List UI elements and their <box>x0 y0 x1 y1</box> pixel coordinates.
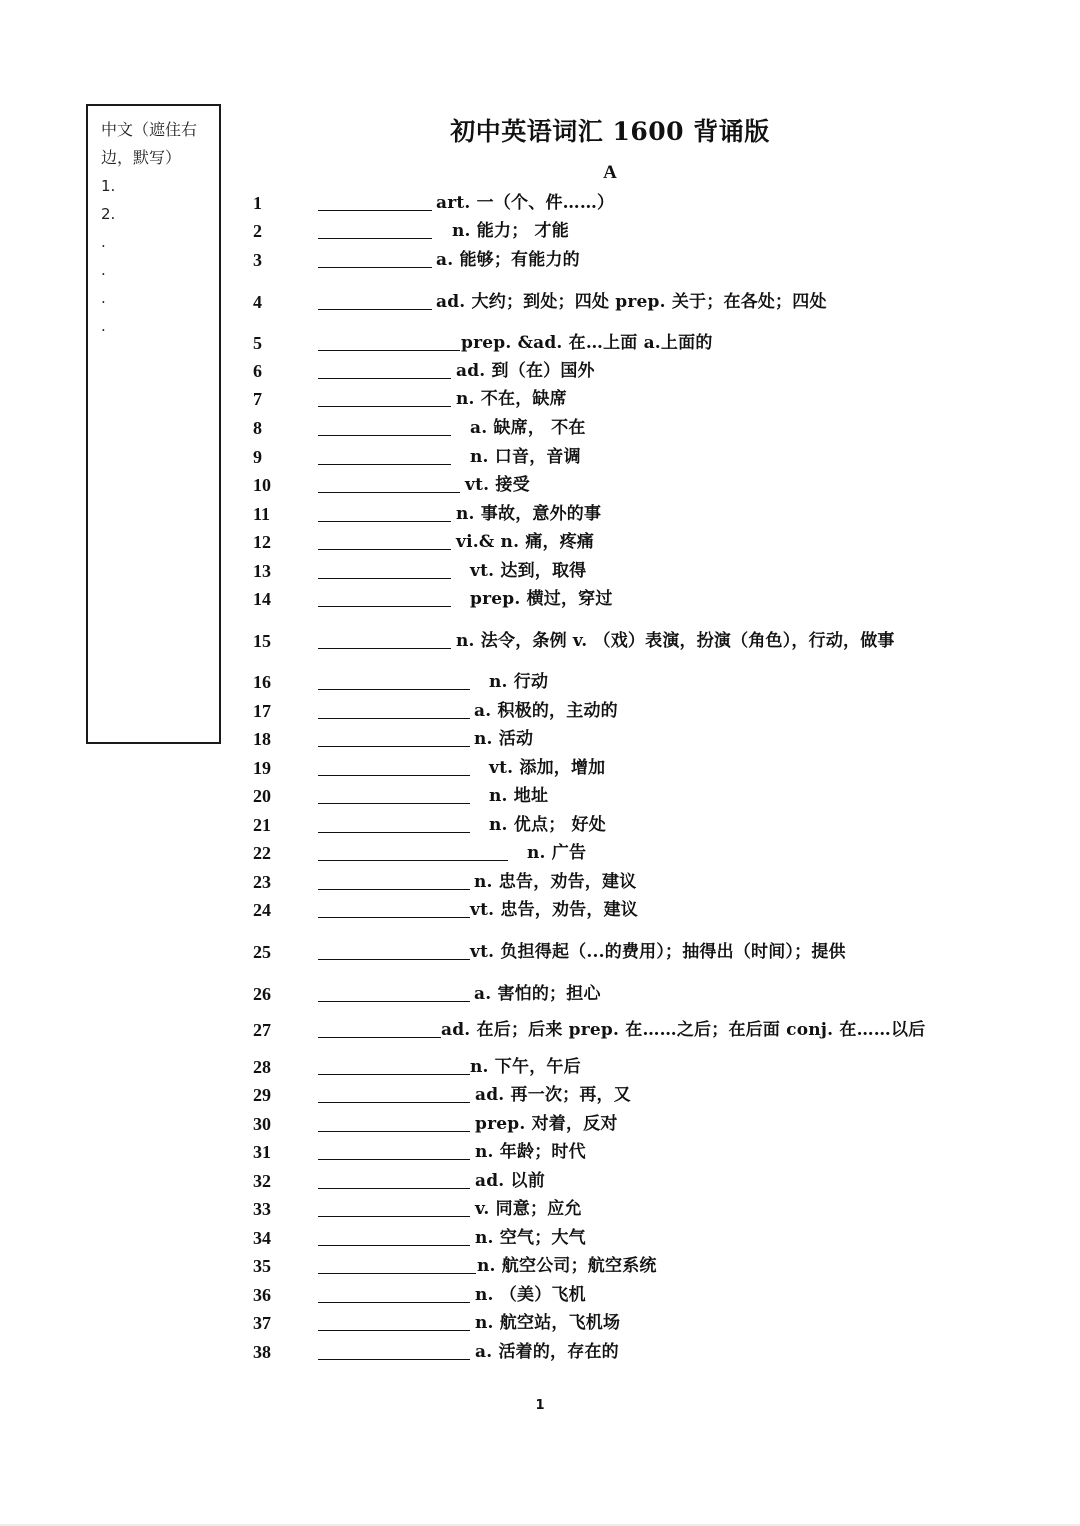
answer-blank[interactable] <box>318 378 451 379</box>
vocabulary-entry <box>0 358 1080 384</box>
answer-blank[interactable] <box>318 238 432 239</box>
vocabulary-entry <box>0 529 1080 555</box>
entry-definition: a. 缺席， 不在 <box>470 418 586 438</box>
vocabulary-entry <box>0 783 1080 809</box>
entry-definition: a. 害怕的；担心 <box>474 984 601 1004</box>
answer-blank[interactable] <box>318 746 470 747</box>
entry-definition: n. 能力； 才能 <box>452 221 569 241</box>
answer-blank[interactable] <box>318 1273 476 1274</box>
vocabulary-entry <box>0 840 1080 866</box>
answer-blank[interactable] <box>318 606 451 607</box>
entry-number: 3 <box>253 250 262 270</box>
entry-number: 19 <box>253 758 271 778</box>
vocabulary-entry <box>0 812 1080 838</box>
answer-blank[interactable] <box>318 1359 470 1360</box>
vocabulary-entry <box>0 981 1080 1007</box>
answer-blank[interactable] <box>318 1188 470 1189</box>
answer-blank[interactable] <box>318 718 470 719</box>
dictation-item: . <box>101 289 106 307</box>
answer-blank[interactable] <box>318 521 451 522</box>
entry-definition: n. 年龄；时代 <box>475 1142 586 1162</box>
entry-definition: vt. 添加，增加 <box>489 758 606 778</box>
dictation-item: . <box>101 233 106 251</box>
entry-number: 24 <box>253 900 271 920</box>
vocabulary-entry <box>0 1282 1080 1308</box>
answer-blank[interactable] <box>318 435 451 436</box>
vocabulary-entry <box>0 669 1080 695</box>
entry-number: 20 <box>253 786 271 806</box>
vocabulary-entry <box>0 1017 1080 1043</box>
entry-definition: n. 航空站，飞机场 <box>475 1313 621 1333</box>
answer-blank[interactable] <box>318 1159 470 1160</box>
answer-blank[interactable] <box>318 648 451 649</box>
vocabulary-entry <box>0 586 1080 612</box>
entry-definition: ad. 到（在）国外 <box>456 361 595 381</box>
entry-number: 26 <box>253 984 271 1004</box>
entry-definition: n. （美）飞机 <box>475 1285 586 1305</box>
vocabulary-entry <box>0 1339 1080 1365</box>
dictation-item: . <box>101 317 106 335</box>
entry-definition: n. 优点； 好处 <box>489 815 606 835</box>
vocabulary-entry <box>0 289 1080 315</box>
vocabulary-entry <box>0 755 1080 781</box>
answer-blank[interactable] <box>318 775 470 776</box>
entry-definition: n. 空气；大气 <box>475 1228 586 1248</box>
vocabulary-entry <box>0 1225 1080 1251</box>
entry-definition: a. 积极的，主动的 <box>474 701 618 721</box>
vocabulary-entry <box>0 386 1080 412</box>
entry-number: 33 <box>253 1199 271 1219</box>
answer-blank[interactable] <box>318 549 451 550</box>
entry-number: 27 <box>253 1020 271 1040</box>
entry-definition: prep. 对着，反对 <box>475 1114 618 1134</box>
entry-definition: v. 同意；应允 <box>475 1199 582 1219</box>
entry-definition: n. 不在，缺席 <box>456 389 567 409</box>
entry-definition: ad. 再一次；再，又 <box>475 1085 631 1105</box>
vocabulary-entry <box>0 472 1080 498</box>
entry-definition: n. 事故，意外的事 <box>456 504 602 524</box>
entry-number: 30 <box>253 1114 271 1134</box>
entry-definition: vt. 达到，取得 <box>470 561 587 581</box>
entry-definition: art. 一（个、件……） <box>436 193 615 213</box>
answer-blank[interactable] <box>318 860 508 861</box>
answer-blank[interactable] <box>318 832 470 833</box>
entry-number: 17 <box>253 701 271 721</box>
entry-number: 25 <box>253 942 271 962</box>
entry-definition: prep. 横过，穿过 <box>470 589 613 609</box>
vocabulary-entry <box>0 726 1080 752</box>
dictation-item: 2. <box>101 205 116 223</box>
entry-definition: n. 口音，音调 <box>470 447 581 467</box>
answer-blank[interactable] <box>318 492 460 493</box>
entry-number: 22 <box>253 843 271 863</box>
answer-blank[interactable] <box>318 1330 470 1331</box>
answer-blank[interactable] <box>318 1216 470 1217</box>
entry-definition: prep. &ad. 在…上面 a.上面的 <box>461 333 713 353</box>
vocabulary-entry <box>0 1111 1080 1137</box>
entry-definition: n. 地址 <box>489 786 549 806</box>
entry-number: 36 <box>253 1285 271 1305</box>
dictation-item: 1. <box>101 177 116 195</box>
vocabulary-entry <box>0 415 1080 441</box>
entry-definition: vt. 接受 <box>465 475 530 495</box>
entry-number: 28 <box>253 1057 271 1077</box>
entry-number: 11 <box>253 504 271 524</box>
entry-number: 15 <box>253 631 271 651</box>
entry-number: 37 <box>253 1313 271 1333</box>
vocabulary-entry <box>0 330 1080 356</box>
entry-number: 5 <box>253 333 262 353</box>
entry-number: 23 <box>253 872 271 892</box>
entry-number: 6 <box>253 361 262 381</box>
entry-number: 4 <box>253 292 262 312</box>
vocabulary-entry <box>0 247 1080 273</box>
vocabulary-entry <box>0 869 1080 895</box>
vocabulary-entry <box>0 628 1080 654</box>
entry-number: 14 <box>253 589 271 609</box>
entry-definition: n. 航空公司；航空系统 <box>477 1256 657 1276</box>
entry-number: 32 <box>253 1171 271 1191</box>
vocabulary-entry <box>0 501 1080 527</box>
answer-blank[interactable] <box>318 267 432 268</box>
entry-number: 1 <box>253 193 262 213</box>
entry-number: 16 <box>253 672 271 692</box>
entry-number: 35 <box>253 1256 271 1276</box>
vocabulary-entry <box>0 698 1080 724</box>
answer-blank[interactable] <box>318 1074 470 1075</box>
answer-blank[interactable] <box>318 959 470 960</box>
answer-blank[interactable] <box>318 1131 470 1132</box>
page-number: 1 <box>535 1398 545 1413</box>
entry-number: 13 <box>253 561 271 581</box>
entry-definition: vt. 负担得起（...的费用）；抽得出（时间）；提供 <box>470 942 846 962</box>
entry-definition: ad. 在后；后来 prep. 在……之后；在后面 conj. 在……以后 <box>441 1020 926 1040</box>
entry-definition: n. 下午，午后 <box>470 1057 581 1077</box>
section-heading: A <box>603 162 617 183</box>
answer-blank[interactable] <box>318 309 432 310</box>
answer-blank[interactable] <box>318 1001 470 1002</box>
vocabulary-entry <box>0 1139 1080 1165</box>
vocabulary-entry <box>0 558 1080 584</box>
entry-definition: n. 活动 <box>474 729 534 749</box>
entry-number: 18 <box>253 729 271 749</box>
entry-number: 31 <box>253 1142 271 1162</box>
answer-blank[interactable] <box>318 464 451 465</box>
entry-number: 12 <box>253 532 271 552</box>
answer-blank[interactable] <box>318 1245 470 1246</box>
entry-number: 9 <box>253 447 262 467</box>
answer-blank[interactable] <box>318 889 470 890</box>
entry-definition: ad. 大约；到处；四处 prep. 关于；在各处；四处 <box>436 292 827 312</box>
entry-number: 8 <box>253 418 262 438</box>
answer-blank[interactable] <box>318 406 451 407</box>
entry-definition: n. 忠告，劝告，建议 <box>474 872 637 892</box>
answer-blank[interactable] <box>318 1037 441 1038</box>
entry-number: 7 <box>253 389 262 409</box>
answer-blank[interactable] <box>318 1302 470 1303</box>
entry-number: 34 <box>253 1228 271 1248</box>
vocabulary-entry <box>0 1168 1080 1194</box>
entry-number: 29 <box>253 1085 271 1105</box>
vocabulary-entry <box>0 1082 1080 1108</box>
entry-number: 2 <box>253 221 262 241</box>
vocabulary-entry <box>0 939 1080 965</box>
answer-blank[interactable] <box>318 578 451 579</box>
entry-definition: vi.& n. 痛，疼痛 <box>456 532 595 552</box>
vocabulary-entry <box>0 444 1080 470</box>
vocabulary-entry <box>0 1196 1080 1222</box>
vocabulary-entry <box>0 218 1080 244</box>
entry-number: 10 <box>253 475 271 495</box>
dictation-item: . <box>101 261 106 279</box>
vocabulary-entry <box>0 1054 1080 1080</box>
entry-definition: n. 行动 <box>489 672 549 692</box>
answer-blank[interactable] <box>318 1102 470 1103</box>
entry-definition: vt. 忠告，劝告，建议 <box>470 900 638 920</box>
dictation-instruction-heading: 中文（遮住右边，默写） <box>101 120 198 167</box>
entry-definition: n. 法令，条例 v. （戏）表演，扮演（角色），行动，做事 <box>456 631 895 651</box>
answer-blank[interactable] <box>318 210 432 211</box>
answer-blank[interactable] <box>318 803 470 804</box>
vocabulary-entry <box>0 897 1080 923</box>
document-title: 初中英语词汇 1600 背诵版 <box>450 117 770 146</box>
entry-number: 21 <box>253 815 271 835</box>
answer-blank[interactable] <box>318 689 470 690</box>
entry-definition: n. 广告 <box>527 843 587 863</box>
vocabulary-entry <box>0 190 1080 216</box>
answer-blank[interactable] <box>318 917 470 918</box>
entry-definition: a. 活着的，存在的 <box>475 1342 619 1362</box>
vocabulary-entry <box>0 1310 1080 1336</box>
vocabulary-entry <box>0 1253 1080 1279</box>
answer-blank[interactable] <box>318 350 460 351</box>
entry-number: 38 <box>253 1342 271 1362</box>
entry-definition: a. 能够；有能力的 <box>436 250 580 270</box>
entry-definition: ad. 以前 <box>475 1171 545 1191</box>
